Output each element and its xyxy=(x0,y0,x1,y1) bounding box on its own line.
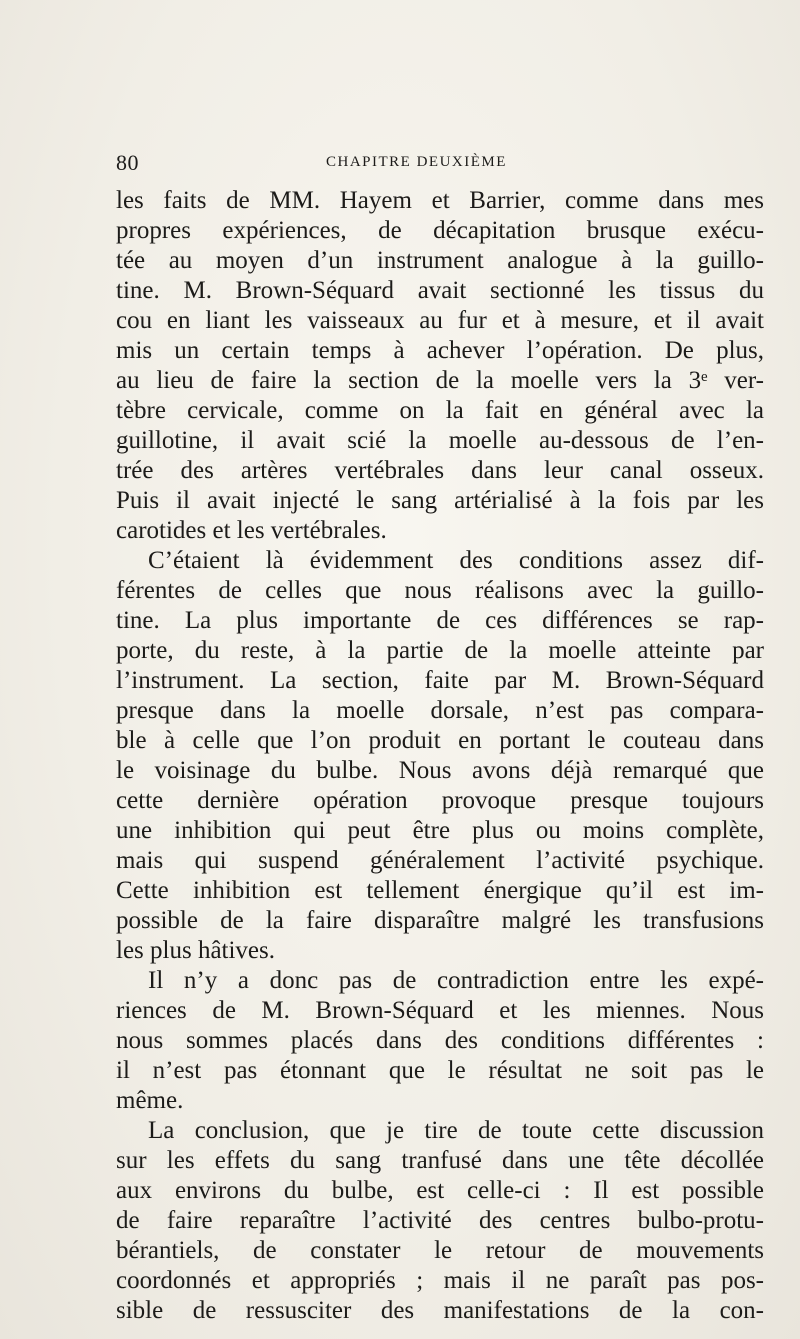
text-line: une inhibition qui peut être plus ou moins complète, xyxy=(116,817,764,844)
text-line: il n’est pas étonnant que le résultat ne soit pas le xyxy=(116,1057,764,1084)
text-line: porte, du reste, à la partie de la moelle atteinte par xyxy=(116,637,764,664)
text-line: sur les effets du sang tranfusé dans une tête décollée xyxy=(116,1147,764,1174)
text-line: tine. M. Brown-Séquard avait sectionné les tissus du xyxy=(116,277,764,304)
running-head: CHAPITRE DEUXIÈME xyxy=(326,154,507,170)
text-line: mis un certain temps à achever l’opération. De plus, xyxy=(116,337,764,364)
text-line: propres expériences, de décapitation brusque exécu- xyxy=(116,217,764,244)
text-line: sible de ressusciter des manifestations de la con- xyxy=(116,1297,764,1324)
text-line: nous sommes placés dans des conditions différentes : xyxy=(116,1027,764,1054)
paragraph-start-line: C’étaient là évidemment des conditions assez dif- xyxy=(148,547,764,574)
text-line: cette dernière opération provoque presque toujours xyxy=(116,787,764,814)
text-line: les faits de MM. Hayem et Barrier, comme dans mes xyxy=(116,187,764,214)
text-line: coordonnés et appropriés ; mais il ne paraît pas pos- xyxy=(116,1267,764,1294)
text-line: mais qui suspend généralement l’activité psychique. xyxy=(116,847,764,874)
body-text xyxy=(116,186,764,1326)
text-line: riences de M. Brown-Séquard et les miennes. Nous xyxy=(116,997,764,1024)
page-header xyxy=(116,150,764,180)
text-line: aux environs du bulbe, est celle-ci : Il est possible xyxy=(116,1177,764,1204)
text-line: au lieu de faire la section de la moelle vers la 3ᵉ ver- xyxy=(116,367,764,394)
text-line: ble à celle que l’on produit en portant le couteau dans xyxy=(116,727,764,754)
text-line: presque dans la moelle dorsale, n’est pas compara- xyxy=(116,697,764,724)
text-line: les plus hâtives. xyxy=(116,937,276,964)
text-line: bérantiels, de constater le retour de mouvements xyxy=(116,1237,764,1264)
text-line: Puis il avait injecté le sang artérialisé à la fois par les xyxy=(116,487,764,514)
paragraph-start-line: Il n’y a donc pas de contradiction entre les expé- xyxy=(148,967,764,994)
text-line: de faire reparaître l’activité des centres bulbo-protu- xyxy=(116,1207,764,1234)
paragraph-start-line: La conclusion, que je tire de toute cette discussion xyxy=(148,1117,764,1144)
text-line: tèbre cervicale, comme on la fait en général avec la xyxy=(116,397,764,424)
text-line: même. xyxy=(116,1087,184,1114)
text-line: guillotine, il avait scié la moelle au-dessous de l’en- xyxy=(116,427,764,454)
text-line: férentes de celles que nous réalisons avec la guillo- xyxy=(116,577,764,604)
text-line: le voisinage du bulbe. Nous avons déjà remarqué que xyxy=(116,757,764,784)
text-line: cou en liant les vaisseaux au fur et à mesure, et il avait xyxy=(116,307,764,334)
text-line: Cette inhibition est tellement énergique qu’il est im- xyxy=(116,877,764,904)
text-line: tée au moyen d’un instrument analogue à la guillo- xyxy=(116,247,764,274)
text-line: trée des artères vertébrales dans leur canal osseux. xyxy=(116,457,764,484)
text-line: carotides et les vertébrales. xyxy=(116,517,387,544)
text-line: possible de la faire disparaître malgré les transfusions xyxy=(116,907,764,934)
text-line: l’instrument. La section, faite par M. Brown-Séquard xyxy=(116,667,764,694)
text-line: tine. La plus importante de ces différences se rap- xyxy=(116,607,764,634)
page-number: 80 xyxy=(116,150,139,175)
